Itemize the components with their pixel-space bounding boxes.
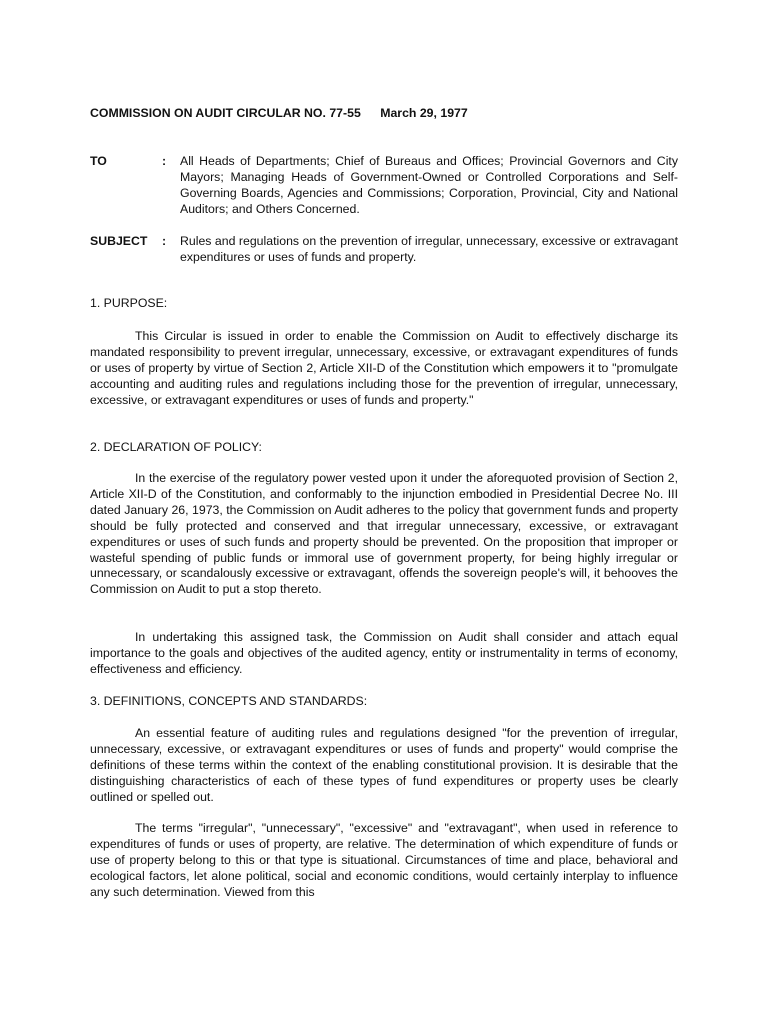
circular-heading (90, 106, 678, 122)
section-purpose-title: 1. PURPOSE: (90, 296, 168, 310)
to-colon: : (162, 154, 167, 168)
subject-colon: : (162, 234, 167, 248)
section-definitions-title: 3. DEFINITIONS, CONCEPTS AND STANDARDS: (90, 694, 368, 708)
subject-text: Rules and regulations on the prevention of irregular, unnecessary, excessive or extravagant expenditures or uses of funds and property. (180, 234, 678, 264)
section-purpose-paragraph: This Circular is issued in order to enable the Commission on Audit to effectively discharge its mandated responsibility to prevent irregular, unnecessary, excessive, or extravagant expenditures of funds or uses of property by virtue of Section 2, Article XII-D of the Constitution which empowers it to "promulgate accounting and auditing rules and regulations including those for the prevention of irregular, unnecessary, excessive, or extravagant expenditures or uses of funds and property." (90, 329, 678, 407)
subject-block (90, 234, 678, 266)
to-label: TO (90, 154, 107, 168)
subject-label: SUBJECT (90, 234, 148, 248)
section-policy-title: 2. DECLARATION OF POLICY: (90, 440, 262, 454)
to-recipients: All Heads of Departments; Chief of Bureaus and Offices; Provincial Governors and City Mayors; Managing Heads of Government-Owned or Controlled Corporations and Self- Governing Boards, Agencies and Commissions; Corporation, Provincial, City and National Auditors; and Others Concerned. (180, 154, 678, 216)
circular-date: March 29, 1977 (380, 106, 468, 120)
section-policy-paragraph-2: In undertaking this assigned task, the Commission on Audit shall consider and attach equal importance to the goals and objectives of the audited agency, entity or instrumentality in terms of economy, effectiveness and efficiency. (90, 630, 678, 676)
circular-title: COMMISSION ON AUDIT CIRCULAR NO. 77-55 (90, 106, 361, 120)
to-block (90, 154, 678, 218)
section-definitions-paragraph-1: An essential feature of auditing rules and regulations designed "for the prevention of irregular, unnecessary, excessive, or extravagant expenditures or uses of funds and property" would comprise the definitions of these terms within the context of the enabling constitutional provision. It is desirable that the distinguishing characteristics of each of these types of fund expenditures or property uses be clearly outlined or spelled out. (90, 726, 678, 804)
section-policy-paragraph-1: In the exercise of the regulatory power vested upon it under the aforequoted provision of Section 2, Article XII-D of the Constitution, and conformably to the injunction embodied in Presidential Decree No. III dated January 26, 1973, the Commission on Audit adheres to the policy that government funds and property should be fully protected and conserved and that irregular unnecessary, excessive, or extravagant expenditures or uses of such funds and property should be prevented. On the proposition that improper or wasteful spending of public funds or immoral use of government property, for being highly irregular or unnecessary, or scandalously excessive or extravagant, offends the sovereign people's will, it behooves the Commission on Audit to put a stop thereto. (90, 471, 678, 597)
section-definitions-paragraph-2: The terms "irregular", "unnecessary", "excessive" and "extravagant", when used in reference to expenditures of funds or uses of property, are relative. The determination of which expenditure of funds or use of property belong to this or that type is situational. Circumstances of time and place, behavioral and ecological factors, let alone political, social and economic conditions, would certainly interplay to influence any such determination. Viewed from this (90, 821, 678, 899)
